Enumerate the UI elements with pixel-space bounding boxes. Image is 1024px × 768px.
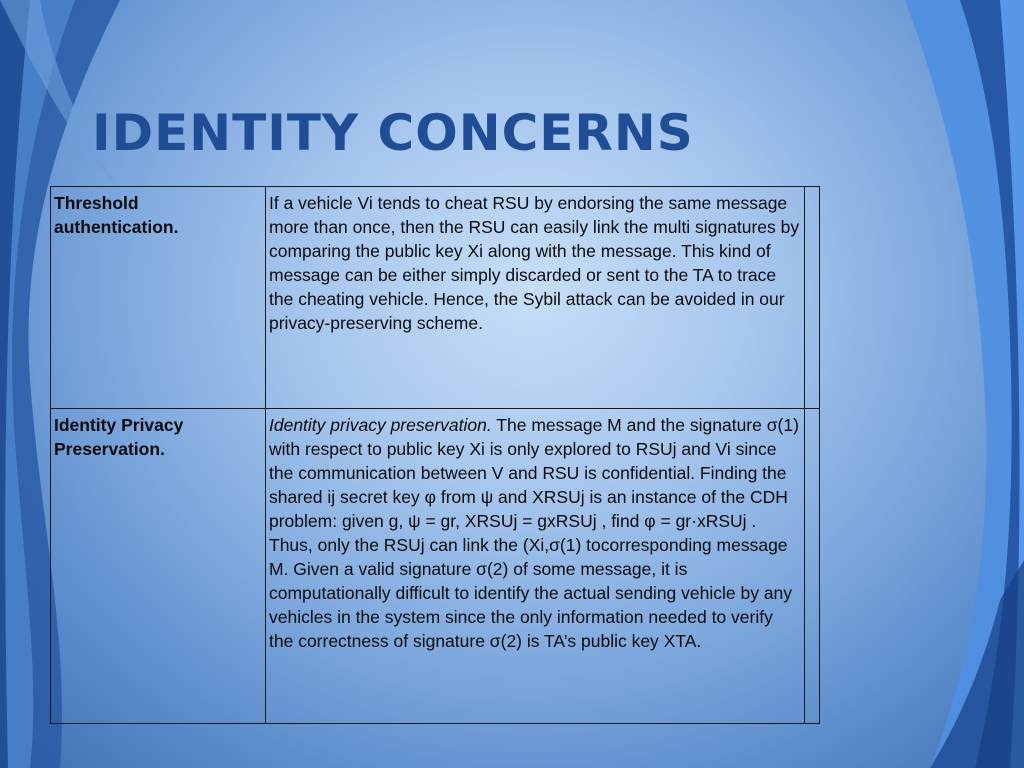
slide-title: IDENTITY CONCERNS xyxy=(92,104,694,162)
table-row xyxy=(51,409,820,724)
row-label-threshold-authentication: Threshold authentication. xyxy=(51,187,266,409)
identity-concerns-table xyxy=(50,186,820,724)
row-text-identity-privacy xyxy=(266,409,805,724)
table-row xyxy=(51,187,820,409)
italic-lead: Identity privacy preservation. xyxy=(269,415,492,435)
row-text-body: The message M and the signature σ(1) with respect to public key Xi is only explored to RSUj and Vi since the communication between V and RSU is confidential. Finding the shared ij secret key φ from ψ and XRSUj is an instance of the CDH problem: given g, ψ = gr, XRSUj = gxRSUj , find φ = gr·xRSUj . Thus, only the RSUj can link the (Xi,σ(1) tocorresponding message M. Given a valid signature σ(2) of some message, it is computationally difficult to identify the actual sending vehicle by any vehicles in the system since the only information needed to verify the correctness of signature σ(2) is TA’s public key XTA. xyxy=(269,415,799,651)
row-label-identity-privacy: Identity Privacy Preservation. xyxy=(51,409,266,724)
empty-cell xyxy=(805,187,820,409)
empty-cell xyxy=(805,409,820,724)
row-text-threshold-authentication: If a vehicle Vi tends to cheat RSU by endorsing the same message more than once, then the RSU can easily link the multi signatures by comparing the public key Xi along with the message. This kind of message can be either simply discarded or sent to the TA to trace the cheating vehicle. Hence, the Sybil attack can be avoided in our privacy-preserving scheme. xyxy=(266,187,805,409)
